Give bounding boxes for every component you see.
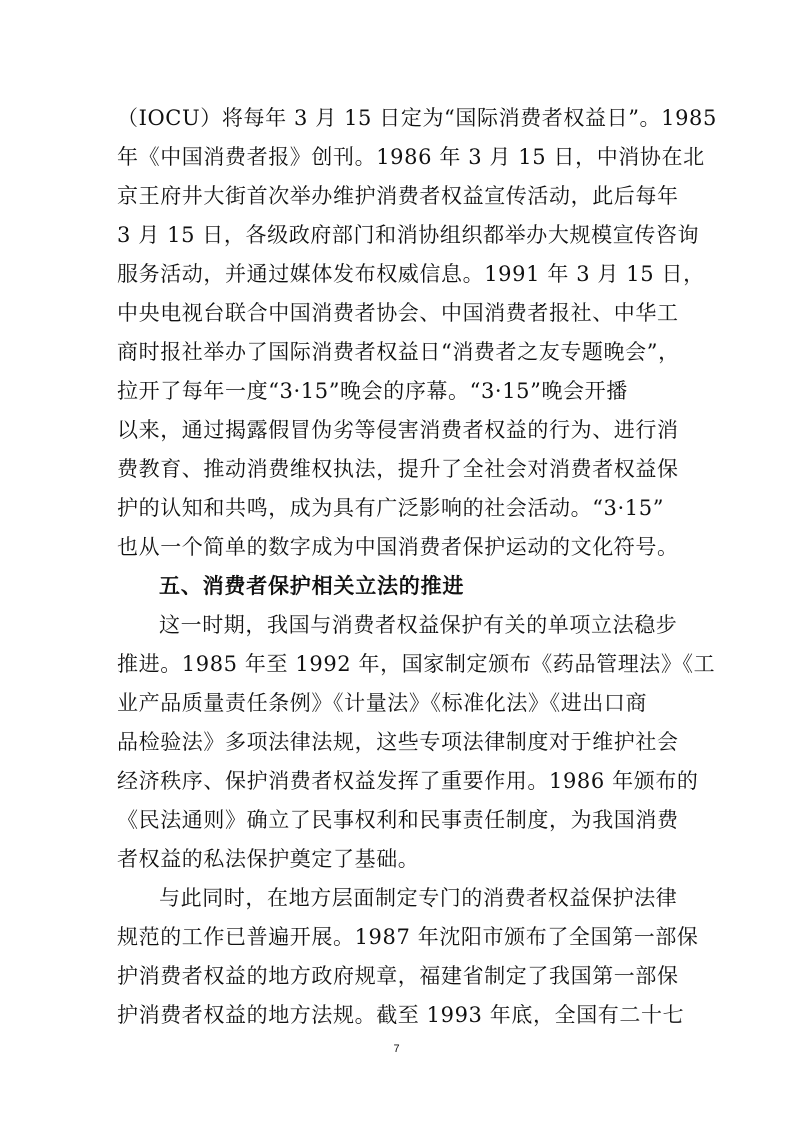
body-line: 《民法通则》确立了民事权利和民事责任制度，为我国消费 <box>117 808 679 832</box>
body-line: 规范的工作已普遍开展。1987 年沈阳市颁布了全国第一部保 <box>117 925 699 949</box>
body-line: 京王府井大街首次举办维护消费者权益宣传活动，此后每年 <box>117 184 679 208</box>
body-line: 3 月 15 日，各级政府部门和消协组织都举办大规模宣传咨询 <box>117 223 700 247</box>
paragraph-first-line: 与此同时，在地方层面制定专门的消费者权益保护法律 <box>159 886 678 910</box>
body-line: 以来，通过揭露假冒伪劣等侵害消费者权益的行为、进行消 <box>117 418 679 442</box>
body-line: 推进。1985 年至 1992 年，国家制定颁布《药品管理法》《工 <box>117 652 716 676</box>
body-line: 也从一个简单的数字成为中国消费者保护运动的文化符号。 <box>117 535 679 559</box>
body-line: 拉开了每年一度“3·15”晚会的序幕。“3·15”晚会开播 <box>117 379 628 403</box>
body-line: 护的认知和共鸣，成为具有广泛影响的社会活动。“3·15” <box>117 496 665 520</box>
body-line: 中央电视台联合中国消费者协会、中国消费者报社、中华工 <box>117 301 679 325</box>
body-line: 业产品质量责任条例》《计量法》《标准化法》《进出口商 <box>117 691 648 715</box>
body-line: 服务活动，并通过媒体发布权威信息。1991 年 3 月 15 日， <box>117 262 705 286</box>
body-line: 商时报社举办了国际消费者权益日“消费者之友专题晚会”， <box>117 340 680 364</box>
body-line: 费教育、推动消费维权执法，提升了全社会对消费者权益保 <box>117 457 679 481</box>
body-line: 年《中国消费者报》创刊。1986 年 3 月 15 日，中消协在北 <box>117 145 705 169</box>
body-line: 经济秩序、保护消费者权益发挥了重要作用。1986 年颁布的 <box>117 769 699 793</box>
body-line: 者权益的私法保护奠定了基础。 <box>117 847 420 871</box>
body-line: 品检验法》多项法律法规，这些专项法律制度对于维护社会 <box>117 730 679 754</box>
paragraph-first-line: 这一时期，我国与消费者权益保护有关的单项立法稳步 <box>159 613 678 637</box>
body-line: 护消费者权益的地方政府规章，福建省制定了我国第一部保 <box>117 964 679 988</box>
body-line: （IOCU）将每年 3 月 15 日定为“国际消费者权益日”。1985 <box>117 106 717 130</box>
body-line: 护消费者权益的地方法规。截至 1993 年底，全国有二十七 <box>117 1003 685 1027</box>
page-number: 7 <box>393 1043 400 1055</box>
section-heading: 五、消费者保护相关立法的推进 <box>159 574 465 598</box>
